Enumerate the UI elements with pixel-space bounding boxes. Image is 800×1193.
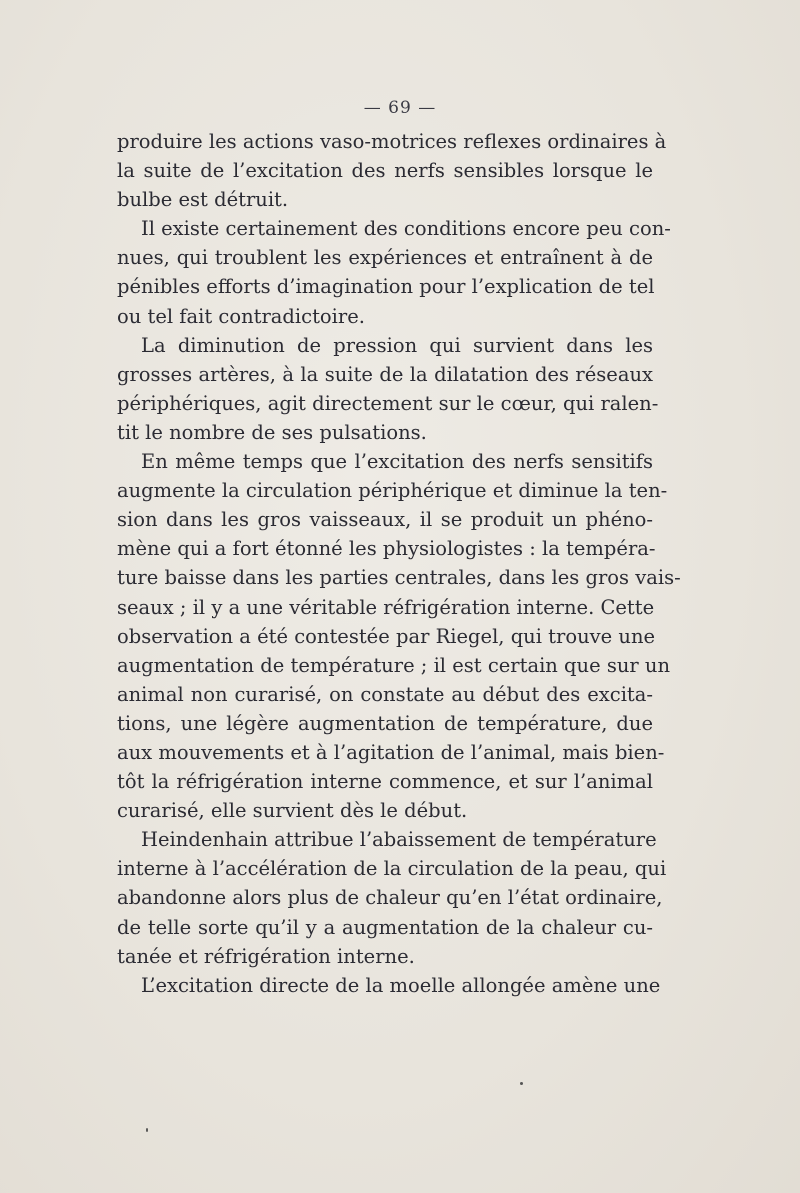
text-line: produire les actions vaso-motrices reflexes ordinaires à <box>117 130 667 153</box>
text-line: Heindenhain attribue l’abaissement de température <box>141 828 657 852</box>
body-text <box>117 127 681 1000</box>
page-number: — 69 — <box>363 98 437 118</box>
paper-speck <box>146 1128 148 1132</box>
text-line: tions, une légère augmentation de température, due <box>117 711 653 735</box>
text-line: périphériques, agit directement sur le cœur, qui ralen- <box>117 391 659 415</box>
text-line: seaux ; il y a une véritable réfrigération interne. Cette <box>117 595 655 619</box>
text-line: tôt la réfrigération interne commence, et sur l’animal <box>117 770 653 794</box>
text-line: aux mouvements et à l’agitation de l’animal, mais bien- <box>117 740 665 764</box>
text-line: grosses artères, à la suite de la dilatation des réseaux <box>117 362 653 386</box>
text-line: L’excitation directe de la moelle allongée amène une <box>141 973 661 997</box>
text-line: augmente la circulation périphérique et diminue la ten- <box>117 479 668 503</box>
text-line: interne à l’accélération de la circulation de la peau, qui <box>117 857 667 881</box>
text-line: Il existe certainement des conditions encore peu con- <box>141 217 671 241</box>
text-line: tanée et réfrigération interne. <box>117 944 415 968</box>
text-line: pénibles efforts d’imagination pour l’explication de tel <box>117 275 655 299</box>
text-line: abandonne alors plus de chaleur qu’en l’état ordinaire, <box>117 886 663 910</box>
text-line: animal non curarisé, on constate au début des excita- <box>117 682 653 706</box>
text-line: observation a été contestée par Riegel, qui trouve une <box>117 624 656 648</box>
paper-speck <box>520 1082 523 1085</box>
text-line: de telle sorte qu’il y a augmentation de la chaleur cu- <box>117 915 653 939</box>
text-line: mène qui a fort étonné les physiologistes : la tempéra- <box>117 537 656 561</box>
text-line: curarisé, elle survient dès le début. <box>117 799 468 823</box>
text-line: En même temps que l’excitation des nerfs sensitifs <box>141 450 653 474</box>
text-line: sion dans les gros vaisseaux, il se produit un phéno- <box>117 508 653 532</box>
text-line: ture baisse dans les parties centrales, dans les gros vais- <box>117 566 681 590</box>
text-line: augmentation de température ; il est certain que sur un <box>117 653 671 677</box>
text-line: la suite de l’excitation des nerfs sensibles lorsque le <box>117 159 653 183</box>
text-line: tit le nombre de ses pulsations. <box>117 420 427 444</box>
text-line: nues, qui troublent les expériences et entraînent à de <box>117 246 653 270</box>
text-line: La diminution de pression qui survient dans les <box>141 333 653 357</box>
text-line: bulbe est détruit. <box>117 188 289 212</box>
text-line: ou tel fait contradictoire. <box>117 304 365 328</box>
